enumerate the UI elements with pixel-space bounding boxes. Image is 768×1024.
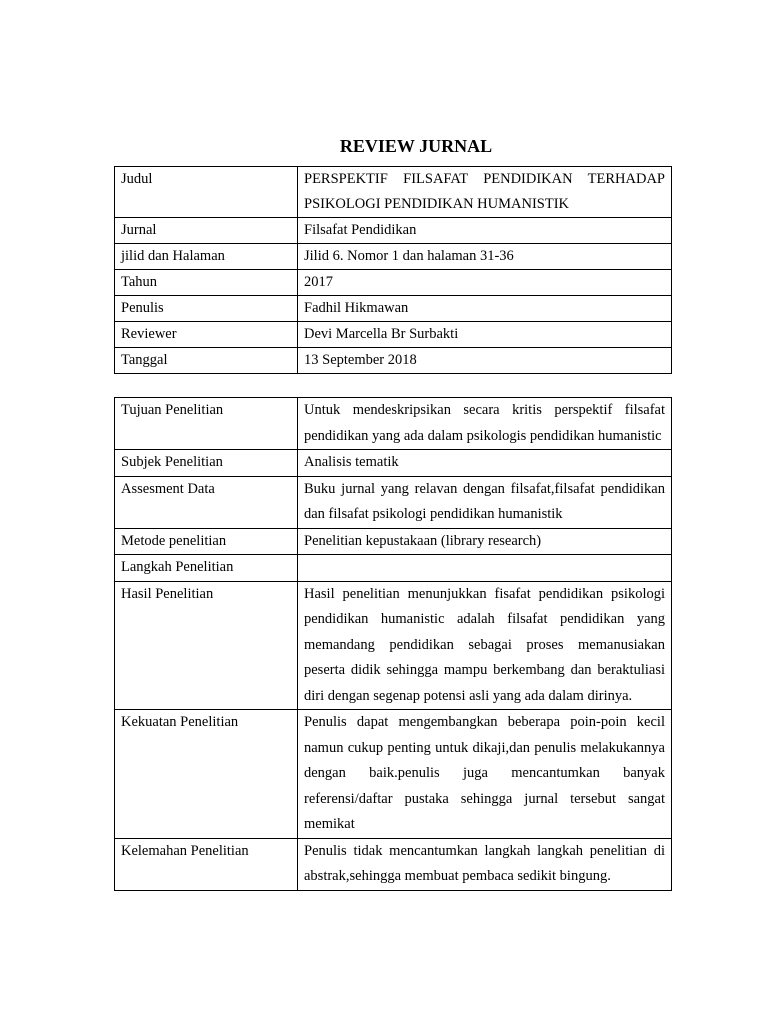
row-label: Assesment Data: [115, 476, 298, 528]
table-row: [115, 450, 672, 477]
table-row: [115, 555, 672, 582]
table-row: [115, 244, 672, 270]
row-value: Devi Marcella Br Surbakti: [298, 322, 672, 348]
row-label: jilid dan Halaman: [115, 244, 298, 270]
row-value: 2017: [298, 270, 672, 296]
row-label: Penulis: [115, 296, 298, 322]
row-value: Untuk mendeskripsikan secara kritis perspektif filsafat pendidikan yang ada dalam psikologis pendidikan humanistic: [298, 398, 672, 450]
row-label: Subjek Penelitian: [115, 450, 298, 477]
row-value: Penulis dapat mengembangkan beberapa poin-poin kecil namun cukup penting untuk dikaji,dan penulis melakukannya dengan baik.penulis juga mencantumkan banyak referensi/daftar pustaka sehingga jurnal tersebut sangat memikat: [298, 710, 672, 839]
row-value: Analisis tematik: [298, 450, 672, 477]
table-row: [115, 348, 672, 374]
row-label: Judul: [115, 167, 298, 218]
row-value: [298, 555, 672, 582]
row-label: Hasil Penelitian: [115, 581, 298, 710]
table-row: [115, 167, 672, 218]
table-row: [115, 710, 672, 839]
row-value: Penulis tidak mencantumkan langkah langkah penelitian di abstrak,sehingga membuat pembaca sedikit bingung.: [298, 838, 672, 890]
row-label: Reviewer: [115, 322, 298, 348]
table-row: [115, 270, 672, 296]
table-row: [115, 218, 672, 244]
row-label: Kekuatan Penelitian: [115, 710, 298, 839]
row-label: Tahun: [115, 270, 298, 296]
table-row: [115, 398, 672, 450]
row-label: Langkah Penelitian: [115, 555, 298, 582]
table-row: [115, 581, 672, 710]
row-label: Tujuan Penelitian: [115, 398, 298, 450]
row-value: Penelitian kepustakaan (library research): [298, 528, 672, 555]
table-row: [115, 296, 672, 322]
row-label: Kelemahan Penelitian: [115, 838, 298, 890]
row-value: Hasil penelitian menunjukkan fisafat pendidikan psikologi pendidikan humanistic adalah filsafat pendidikan yang memandang pendidikan sebagai proses memanusiakan peserta didik sehingga mampu berkembang dan beraktuliasi diri dengan segenap potensi asli yang ada dalam dirinya.: [298, 581, 672, 710]
journal-info-table: [114, 166, 672, 374]
table-row: [115, 476, 672, 528]
review-table: [114, 397, 672, 891]
document-title: REVIEW JURNAL: [339, 136, 493, 156]
row-value: Jilid 6. Nomor 1 dan halaman 31-36: [298, 244, 672, 270]
table-row: [115, 838, 672, 890]
row-value: PERSPEKTIF FILSAFAT PENDIDIKAN TERHADAP PSIKOLOGI PENDIDIKAN HUMANISTIK: [298, 167, 672, 218]
row-value: 13 September 2018: [298, 348, 672, 374]
row-value: Buku jurnal yang relavan dengan filsafat,filsafat pendidikan dan filsafat psikologi pendidikan humanistik: [298, 476, 672, 528]
row-value: Fadhil Hikmawan: [298, 296, 672, 322]
row-value: Filsafat Pendidikan: [298, 218, 672, 244]
row-label: Tanggal: [115, 348, 298, 374]
table-row: [115, 322, 672, 348]
row-label: Jurnal: [115, 218, 298, 244]
row-label: Metode penelitian: [115, 528, 298, 555]
table-row: [115, 528, 672, 555]
